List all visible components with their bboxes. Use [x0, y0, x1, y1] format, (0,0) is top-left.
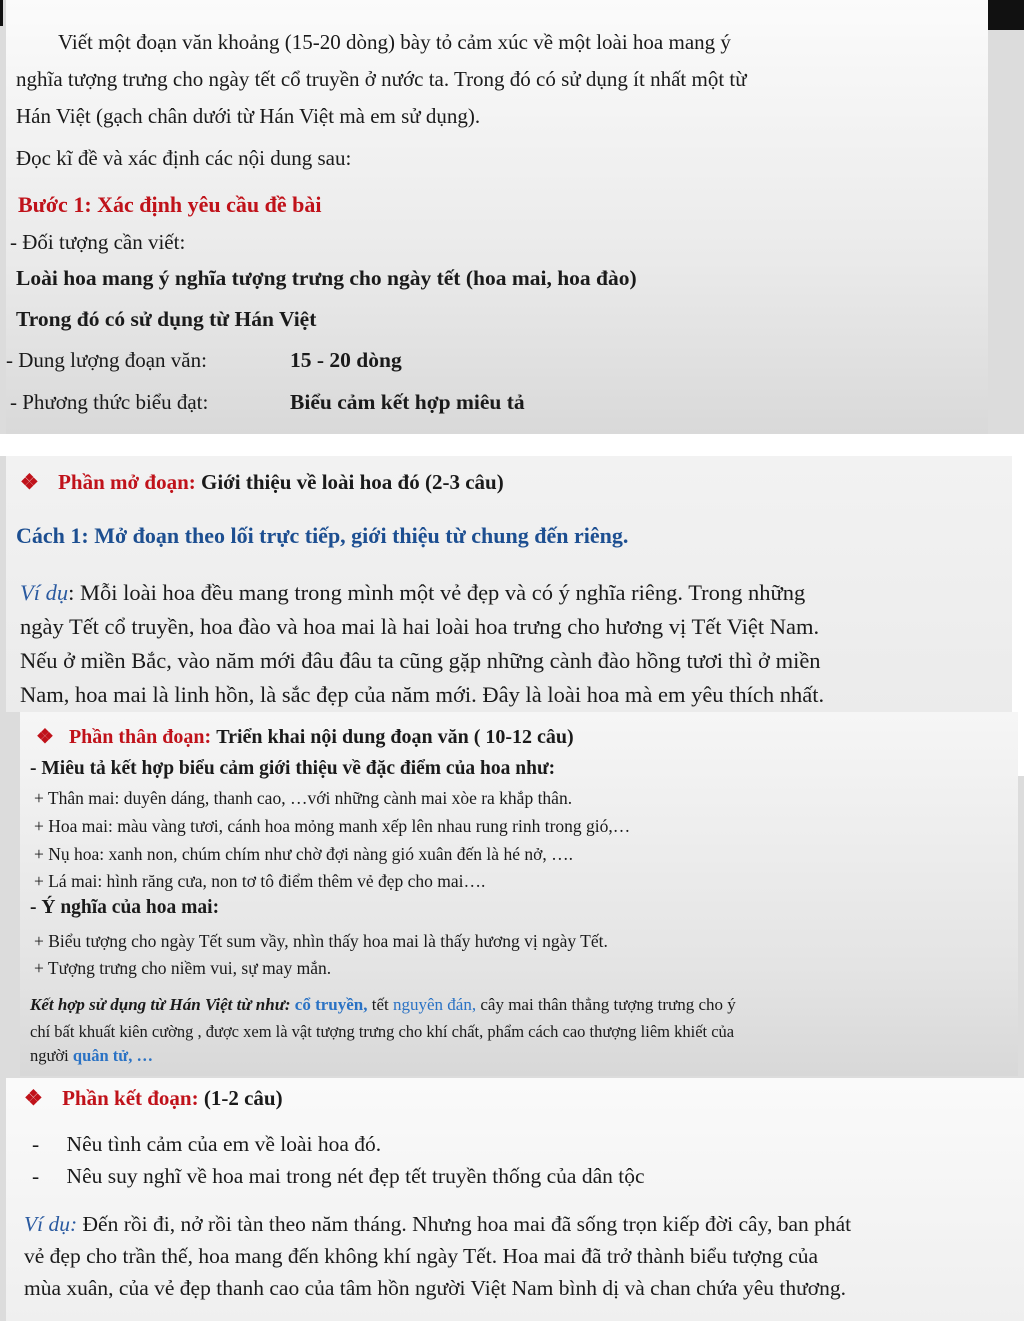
meaning-item-2: + Tượng trưng cho niềm vui, sự may mắn. — [34, 958, 332, 978]
object-line-1: Loài hoa mang ý nghĩa tượng trưng cho ngày tết (hoa mai, hoa đào) — [16, 266, 637, 290]
opening-heading-text: Giới thiệu về loài hoa đó (2-3 câu) — [201, 470, 504, 494]
separator — [0, 434, 1024, 456]
describe-item-4: + Lá mai: hình răng cưa, non tơ tô điểm thêm vẻ đẹp cho mai…. — [34, 871, 486, 891]
prompt-line-3: Hán Việt (gạch chân dưới từ Hán Việt mà em sử dụng). — [16, 104, 481, 128]
assignment-panel — [6, 0, 988, 434]
body-heading-text: Triển khai nội dung đoạn văn ( 10-12 câu) — [216, 726, 574, 748]
describe-title: - Miêu tả kết hợp biểu cảm giới thiệu về đặc điểm của hoa như: — [30, 758, 556, 779]
hanviet-text-2: cây mai thân thẳng tượng trưng cho ý — [480, 995, 736, 1014]
prompt-line-1: Viết một đoạn văn khoảng (15-20 dòng) bày tỏ cảm xúc về một loài hoa mang ý — [58, 30, 731, 54]
hanviet-word-1: cổ truyền, — [294, 995, 368, 1014]
object-label: - Đối tượng cần viết: — [10, 230, 186, 254]
describe-item-3: + Nụ hoa: xanh non, chúm chím như chờ đợi nàng gió xuân đến là hé nở, …. — [34, 844, 573, 864]
hanviet-word-3: quân tử, … — [72, 1046, 153, 1065]
capacity-value: 15 - 20 dòng — [290, 348, 402, 372]
dash-bullet: - — [32, 1164, 40, 1188]
way-title: Cách 1: Mở đoạn theo lối trực tiếp, giới thiệu từ chung đến riêng. — [16, 523, 629, 548]
example-line-1: : Mỗi loài hoa đều mang trong mình một vẻ đẹp và có ý nghĩa riêng. Trong những — [68, 580, 806, 605]
opening-panel — [6, 456, 1012, 712]
hanviet-text-1: tết — [371, 995, 389, 1014]
conclusion-example-line-2: vẻ đẹp cho trần thế, hoa mang đến không khí ngày Tết. Hoa mai đã trở thành biểu tượng của — [24, 1244, 819, 1268]
dash-bullet: - — [32, 1132, 40, 1156]
dark-corner — [988, 0, 1024, 30]
opening-heading-label: Phần mở đoạn: — [58, 470, 196, 494]
example-line-3: Nếu ở miền Bắc, vào năm mới đâu đâu ta cũng gặp những cành đào hồng tươi thì ở miền — [20, 648, 821, 673]
conclusion-panel — [6, 1078, 1024, 1321]
conclusion-item-2: Nêu suy nghĩ về hoa mai trong nét đẹp tết truyền thống của dân tộc — [66, 1164, 645, 1188]
hanviet-line-3-text: người — [30, 1046, 69, 1065]
diamond-bullet-icon: ❖ — [20, 470, 39, 494]
object-line-2: Trong đó có sử dụng từ Hán Việt — [16, 307, 317, 331]
describe-item-1: + Thân mai: duyên dáng, thanh cao, …với những cành mai xòe ra khắp thân. — [34, 788, 573, 808]
meaning-item-1: + Biểu tượng cho ngày Tết sum vầy, nhìn thấy hoa mai là thấy hương vị ngày Tết. — [34, 931, 608, 951]
diamond-bullet-icon: ❖ — [36, 726, 54, 748]
method-label: - Phương thức biểu đạt: — [10, 390, 209, 414]
describe-item-2: + Hoa mai: màu vàng tươi, cánh hoa mỏng manh xếp lên nhau rung rinh trong gió,… — [34, 816, 631, 836]
diamond-bullet-icon: ❖ — [24, 1086, 43, 1110]
conclusion-heading-label: Phần kết đoạn: — [62, 1086, 199, 1110]
method-value: Biểu cảm kết hợp miêu tả — [290, 390, 525, 414]
example-line-2: ngày Tết cổ truyền, hoa đào và hoa mai là hai loài hoa trưng cho hương vị Tết Việt Nam. — [20, 614, 820, 639]
prompt-line-2: nghĩa tượng trưng cho ngày tết cổ truyền ở nước ta. Trong đó có sử dụng ít nhất một từ — [16, 67, 747, 91]
dark-edge-left — [0, 0, 3, 26]
instruction: Đọc kĩ đề và xác định các nội dung sau: — [16, 146, 352, 170]
conclusion-example-label: Ví dụ: — [24, 1212, 78, 1236]
conclusion-item-1: Nêu tình cảm của em về loài hoa đó. — [66, 1132, 382, 1156]
conclusion-example-line-1: Đến rồi đi, nở rồi tàn theo năm tháng. Nhưng hoa mai đã sống trọn kiếp đời cây, ban phát — [82, 1212, 852, 1236]
hanviet-word-2: nguyên đán, — [393, 995, 477, 1014]
body-panel — [20, 712, 1018, 1076]
hanviet-label: Kết hợp sử dụng từ Hán Việt từ như: — [30, 995, 291, 1014]
example-label: Ví dụ — [20, 580, 69, 605]
meaning-title: - Ý nghĩa của hoa mai: — [30, 897, 220, 918]
capacity-label: - Dung lượng đoạn văn: — [6, 348, 207, 372]
conclusion-heading-text: (1-2 câu) — [203, 1086, 283, 1110]
hanviet-line-2: chí bất khuất kiên cường , được xem là vật tượng trưng cho khí chất, phẩm cách cao thượng liêm khiết của — [30, 1022, 735, 1041]
example-line-4: Nam, hoa mai là linh hồn, là sắc đẹp của năm mới. Đây là loài hoa mà em yêu thích nhất. — [20, 682, 825, 707]
conclusion-example-line-3: mùa xuân, của vẻ đẹp thanh cao của tâm hồn người Việt Nam bình dị và chan chứa yêu thương. — [24, 1276, 847, 1300]
body-heading-label: Phần thân đoạn: — [68, 726, 212, 748]
step-title: Bước 1: Xác định yêu cầu đề bài — [18, 192, 322, 217]
